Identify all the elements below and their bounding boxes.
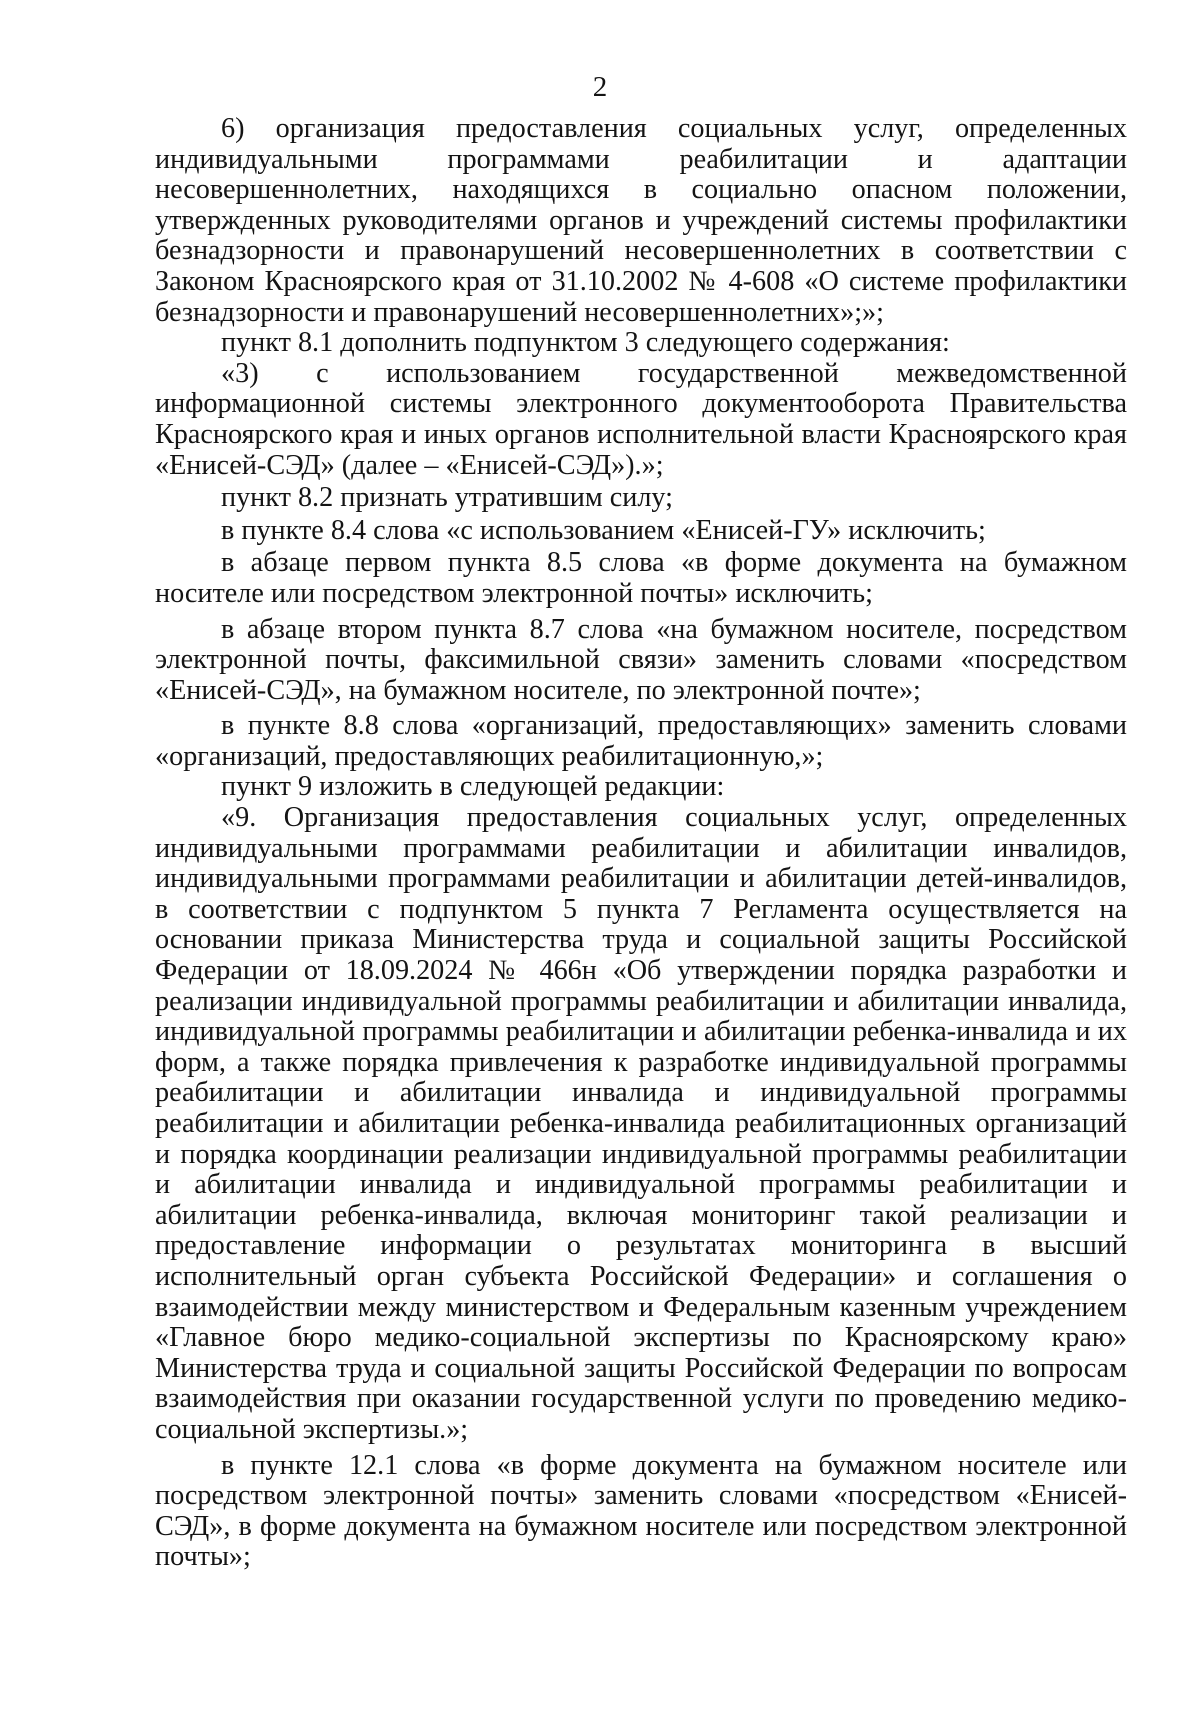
paragraph-item-6: 6) организация предоставления социальных услуг, определенных индивидуальными программами реабилитации и адаптации несовершеннолетних, находящихся в социально опасном положении, утвержденных руководителями органов и учреждений системы профилактики безнадзорности и правонарушений несовершеннолетних в соответствии с Законом Красноярского края от 31.10.2002 № 4-608 «О системе профилактики безнадзорности и правонарушений несовершеннолетних»;»;	[155, 113, 1127, 328]
paragraph-8-2-amendment: пункт 8.2 признать утратившим силу;	[221, 482, 673, 514]
paragraph-8-1-amendment: пункт 8.1 дополнить подпунктом 3 следующего содержания:	[221, 327, 950, 359]
page-number: 2	[592, 71, 608, 103]
paragraph-8-8-amendment: в пункте 8.8 слова «организаций, предоставляющих» заменить словами «организаций, предоставляющих реабилитационную,»;	[155, 710, 1127, 772]
paragraph-8-7-amendment: в абзаце втором пункта 8.7 слова «на бумажном носителе, посредством электронной почты, факсимильной связи» заменить словами «посредством «Енисей-СЭД», на бумажном носителе, по электронной почте»;	[155, 613, 1127, 706]
paragraph-8-4-amendment: в пункте 8.4 слова «с использованием «Енисей-ГУ» исключить;	[221, 514, 986, 546]
paragraph-item-9-text: «9. Организация предоставления социальных услуг, определенных индивидуальными программами реабилитации и абилитации инвалидов, индивидуальными программами реабилитации и абилитации детей-инвалидов, в соответствии с подпунктом 5 пункта 7 Регламента осуществляется на основании приказа Министерства труда и социальной защиты Российской Федерации от 18.09.2024 № 466н «Об утверждении порядка разработки и реализации индивидуальной программы реабилитации и абилитации инвалида, индивидуальной программы реабилитации и абилитации ребенка-инвалида и их форм, а также порядка привлечения к разработке индивидуальной программы реабилитации и абилитации инвалида и индивидуальной программы реабилитации и абилитации ребенка-инвалида реабилитационных организаций и порядка координации реализации индивидуальной программы реабилитации и абилитации инвалида и индивидуальной программы реабилитации и абилитации ребенка-инвалида, включая мониторинг такой реализации и предоставление информации о результатах мониторинга в высший исполнительный орган субъекта Российской Федерации» и соглашения о взаимодействии между министерством и Федеральным казенным учреждением «Главное бюро медико-социальной экспертизы по Красноярскому краю» Министерства труда и социальной защиты Российской Федерации по вопросам взаимодействия при оказании государственной услуги по проведению медико-социальной экспертизы.»;	[155, 802, 1127, 1445]
paragraph-9-amendment: пункт 9 изложить в следующей редакции:	[221, 771, 725, 803]
paragraph-8-5-amendment: в абзаце первом пункта 8.5 слова «в форме документа на бумажном носителе или посредством электронной почты» исключить;	[155, 547, 1127, 609]
document-body	[155, 114, 1127, 1573]
paragraph-12-1-amendment: в пункте 12.1 слова «в форме документа на бумажном носителе или посредством электронной почты» заменить словами «посредством «Енисей-СЭД», в форме документа на бумажном носителе или посредством электронной почты»;	[155, 1449, 1127, 1573]
paragraph-subitem-3: «3) с использованием государственной межведомственной информационной системы электронного документооборота Правительства Красноярского края и иных органов исполнительной власти Красноярского края «Енисей-СЭД» (далее – «Енисей-СЭД»).»;	[155, 357, 1127, 481]
